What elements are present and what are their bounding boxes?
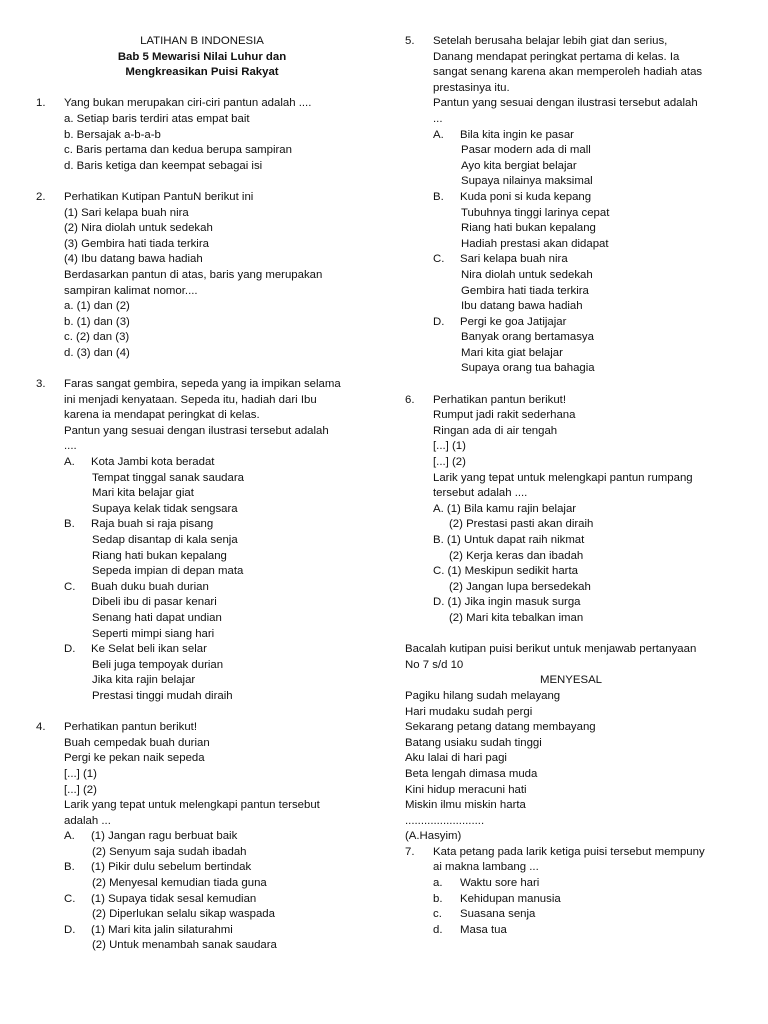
text-line: [...] (2) — [64, 783, 97, 796]
question-3 — [36, 377, 368, 704]
option-line: Raja buah si raja pisang — [91, 518, 214, 531]
text-line: Pergi ke pekan naik sepeda — [64, 752, 205, 765]
option-line: (2) Menyesal kemudian tiada guna — [92, 877, 267, 890]
option-line: Kota Jambi kota beradat — [91, 456, 215, 469]
question-number: 5. — [405, 35, 415, 47]
poem-line: Miskin ilmu miskin harta — [405, 799, 526, 812]
option-line: Mari kita giat belajar — [461, 346, 563, 359]
option-line: Senang hati dapat undian — [92, 611, 222, 624]
question-number: 2. — [36, 190, 46, 203]
option-line: Pergi ke goa Jatijajar — [460, 315, 567, 328]
text-line: [...] (2) — [433, 456, 466, 469]
option-b — [36, 517, 368, 533]
option: c. Baris pertama dan kedua berupa sampiran — [64, 144, 292, 157]
text-line: [...] (1) — [433, 440, 466, 453]
option-line: (1) Supaya tidak sesal kemudian — [91, 892, 257, 905]
text-line: .... — [64, 440, 77, 453]
text-line: sangat senang karena akan memperoleh hadiah atas — [433, 66, 703, 79]
option: b. (1) dan (3) — [64, 315, 130, 328]
option-letter: d. — [433, 923, 443, 936]
option-line: Hadiah prestasi akan didapat — [461, 237, 609, 250]
text-line: karena ia mendapat peringkat di kelas. — [64, 409, 260, 422]
option-line: Supaya nilainya maksimal — [461, 175, 593, 188]
option-d — [405, 315, 737, 331]
question-text: Kata petang pada larik ketiga puisi tersebut mempuny — [433, 845, 705, 858]
text-line: Buah cempedak buah durian — [64, 736, 210, 749]
option-text: Kehidupan manusia — [460, 892, 561, 905]
option-letter: D. — [64, 923, 76, 936]
question-text: Yang bukan merupakan ciri-ciri pantun adalah .... — [64, 97, 312, 110]
option-b — [36, 860, 368, 876]
text-line: prestasinya itu. — [433, 81, 510, 94]
question-4 — [36, 720, 368, 954]
option-letter: a. — [433, 877, 443, 890]
text-line: Larik yang tepat untuk melengkapi pantun tersebut — [64, 799, 320, 812]
question-text: Perhatikan pantun berikut! — [64, 721, 197, 734]
poem-intro: Bacalah kutipan puisi berikut untuk menjawab pertanyaan — [405, 643, 697, 656]
question-2 — [36, 190, 368, 362]
question-number: 1. — [36, 97, 46, 110]
option-line: Mari kita belajar giat — [92, 487, 194, 500]
page-subtitle-2: Mengkreasikan Puisi Rakyat — [125, 66, 279, 79]
question-number: 3. — [36, 378, 46, 391]
option-letter: B. — [64, 518, 75, 531]
question-text: Perhatikan Kutipan PantuN berikut ini — [64, 190, 254, 203]
option-a — [36, 455, 368, 471]
option-line: Sepeda impian di depan mata — [92, 565, 244, 578]
text-line: Pantun yang sesuai dengan ilustrasi tersebut adalah — [433, 97, 698, 110]
option-line: Kuda poni si kuda kepang — [460, 190, 592, 203]
option-text: Masa tua — [460, 923, 507, 936]
option-line: Riang hati bukan kepalang — [461, 222, 596, 235]
option: c. (2) dan (3) — [64, 331, 130, 344]
option-line: Jika kita rajin belajar — [92, 674, 196, 687]
option-line: Sedap disantap di kala senja — [92, 534, 238, 546]
poem-line: Sekarang petang datang membayang — [405, 721, 596, 734]
option-a: A. (1) Bila kamu rajin belajar — [433, 502, 577, 515]
question-number: 6. — [405, 393, 415, 406]
text-line: (3) Gembira hati tiada terkira — [64, 237, 209, 250]
text-line: ... — [433, 112, 443, 125]
option: d. (3) dan (4) — [64, 346, 130, 359]
text-line: (4) Ibu datang bawa hadiah — [64, 253, 203, 266]
option-b — [405, 892, 737, 908]
option-b — [405, 190, 737, 206]
option-line: Buah duku buah durian — [91, 580, 209, 593]
option-a — [405, 128, 737, 144]
poem-intro: No 7 s/d 10 — [405, 658, 464, 671]
poem-section — [405, 642, 737, 845]
question-5 — [405, 34, 737, 377]
option: a. Setiap baris terdiri atas empat bait — [64, 112, 250, 125]
option-line: Ke Selat beli ikan selar — [91, 643, 207, 656]
option-line: (2) Senyum saja sudah ibadah — [92, 845, 247, 858]
option-letter: C. — [64, 580, 76, 593]
text-line: Pantun yang sesuai dengan ilustrasi tersebut adalah — [64, 424, 329, 437]
option-d — [36, 923, 368, 939]
question-text: Faras sangat gembira, sepeda yang ia impikan selama — [64, 378, 341, 391]
text-line: Danang mendapat peringkat pertama di kelas. Ia — [433, 50, 680, 63]
poem-title: MENYESAL — [539, 674, 603, 687]
option-a — [405, 876, 737, 892]
option-line: (2) Kerja keras dan ibadah — [449, 549, 584, 562]
option-line: Tubuhnya tinggi larinya cepat — [461, 206, 610, 219]
option-line: Beli juga tempoyak durian — [92, 658, 224, 671]
poem-line: Hari mudaku sudah pergi — [405, 705, 533, 718]
poem-line: Aku lalai di hari pagi — [405, 752, 507, 765]
option-line: (1) Mari kita jalin silaturahmi — [91, 923, 233, 936]
option-c — [36, 892, 368, 908]
text-line: Ringan ada di air tengah — [433, 424, 558, 437]
option: a. (1) dan (2) — [64, 300, 130, 313]
option-c: C. (1) Meskipun sedikit harta — [433, 565, 578, 578]
option-line: Supaya orang tua bahagia — [461, 362, 595, 375]
option-line: (2) Diperlukan selalu sikap waspada — [92, 908, 275, 921]
left-column — [36, 34, 368, 954]
poem-line: Batang usiaku sudah tinggi — [405, 736, 542, 749]
text-line: ini menjadi kenyataan. Sepeda itu, hadiah dari Ibu — [64, 393, 317, 406]
poem-line: ......................... — [405, 814, 485, 827]
option-line: (2) Jangan lupa bersedekah — [449, 580, 591, 593]
option-line: Supaya kelak tidak sengsara — [92, 502, 238, 515]
option-letter: A. — [433, 128, 444, 141]
text-line: [...] (1) — [64, 767, 97, 780]
option-letter: c. — [433, 908, 442, 921]
option-c — [405, 252, 737, 268]
option-b: B. (1) Untuk dapat raih nikmat — [433, 534, 585, 546]
question-7 — [405, 845, 737, 939]
question-number: 4. — [36, 721, 46, 734]
text-line: Larik yang tepat untuk melengkapi pantun rumpang — [433, 471, 693, 484]
option-a — [36, 829, 368, 845]
poem-author: (A.Hasyim) — [405, 830, 462, 843]
option-d — [36, 642, 368, 658]
text-line: sampiran kalimat nomor.... — [64, 284, 198, 297]
option-c — [405, 907, 737, 923]
poem-line: Beta lengah dimasa muda — [405, 767, 538, 780]
option-d: D. (1) Jika ingin masuk surga — [433, 596, 581, 609]
question-6 — [405, 393, 737, 627]
option-line: Seperti mimpi siang hari — [92, 627, 215, 640]
text-line: tersebut adalah .... — [433, 487, 528, 500]
option-line: (2) Prestasi pasti akan diraih — [449, 518, 594, 531]
option-letter: D. — [433, 315, 445, 328]
poem-line: Kini hidup meracuni hati — [405, 783, 527, 796]
question-number: 7. — [405, 845, 415, 858]
option-line: Ibu datang bawa hadiah — [461, 300, 583, 313]
option-line: Nira diolah untuk sedekah — [461, 268, 593, 281]
option-line: Pasar modern ada di mall — [461, 144, 591, 157]
option-d — [405, 923, 737, 939]
question-text: Setelah berusaha belajar lebih giat dan serius, — [433, 35, 668, 47]
option: b. Bersajak a-b-a-b — [64, 128, 161, 141]
page-title: LATIHAN B INDONESIA — [140, 35, 264, 47]
option-line: Gembira hati tiada terkira — [461, 284, 589, 297]
question-1 — [36, 96, 368, 174]
option-line: (1) Jangan ragu berbuat baik — [91, 830, 238, 843]
option: d. Baris ketiga dan keempat sebagai isi — [64, 159, 263, 172]
option-line: Banyak orang bertamasya — [461, 331, 594, 344]
text-line: Rumput jadi rakit sederhana — [433, 409, 576, 422]
option-line: Bila kita ingin ke pasar — [460, 128, 574, 141]
option-line: (1) Pikir dulu sebelum bertindak — [91, 861, 252, 874]
option-line: Riang hati bukan kepalang — [92, 549, 227, 562]
option-letter: b. — [433, 892, 443, 905]
option-letter: C. — [64, 892, 76, 905]
option-c — [36, 580, 368, 596]
option-letter: A. — [64, 456, 75, 469]
option-letter: B. — [433, 190, 444, 203]
option-line: Sari kelapa buah nira — [460, 253, 568, 266]
option-letter: C. — [433, 253, 445, 266]
option-line: Prestasi tinggi mudah diraih — [92, 689, 233, 702]
option-line: Tempat tinggal sanak saudara — [92, 471, 244, 484]
text-line: (2) Nira diolah untuk sedekah — [64, 222, 213, 235]
text-line: Berdasarkan pantun di atas, baris yang merupakan — [64, 268, 323, 281]
option-line: (2) Mari kita tebalkan iman — [449, 611, 584, 624]
page-subtitle-1: Bab 5 Mewarisi Nilai Luhur dan — [117, 50, 287, 63]
option-text: Suasana senja — [460, 908, 536, 921]
option-letter: D. — [64, 643, 76, 656]
option-text: Waktu sore hari — [460, 877, 540, 890]
question-text: Perhatikan pantun berikut! — [433, 393, 566, 406]
poem-line: Pagiku hilang sudah melayang — [405, 689, 561, 702]
right-column — [405, 34, 737, 938]
option-line: (2) Untuk menambah sanak saudara — [92, 939, 277, 952]
text-line: (1) Sari kelapa buah nira — [64, 206, 189, 219]
option-letter: B. — [64, 861, 75, 874]
option-letter: A. — [64, 830, 75, 843]
text-line: adalah ... — [64, 814, 111, 827]
option-line: Ayo kita bergiat belajar — [461, 159, 577, 172]
option-line: Dibeli ibu di pasar kenari — [92, 596, 217, 609]
text-line: ai makna lambang ... — [433, 861, 539, 874]
